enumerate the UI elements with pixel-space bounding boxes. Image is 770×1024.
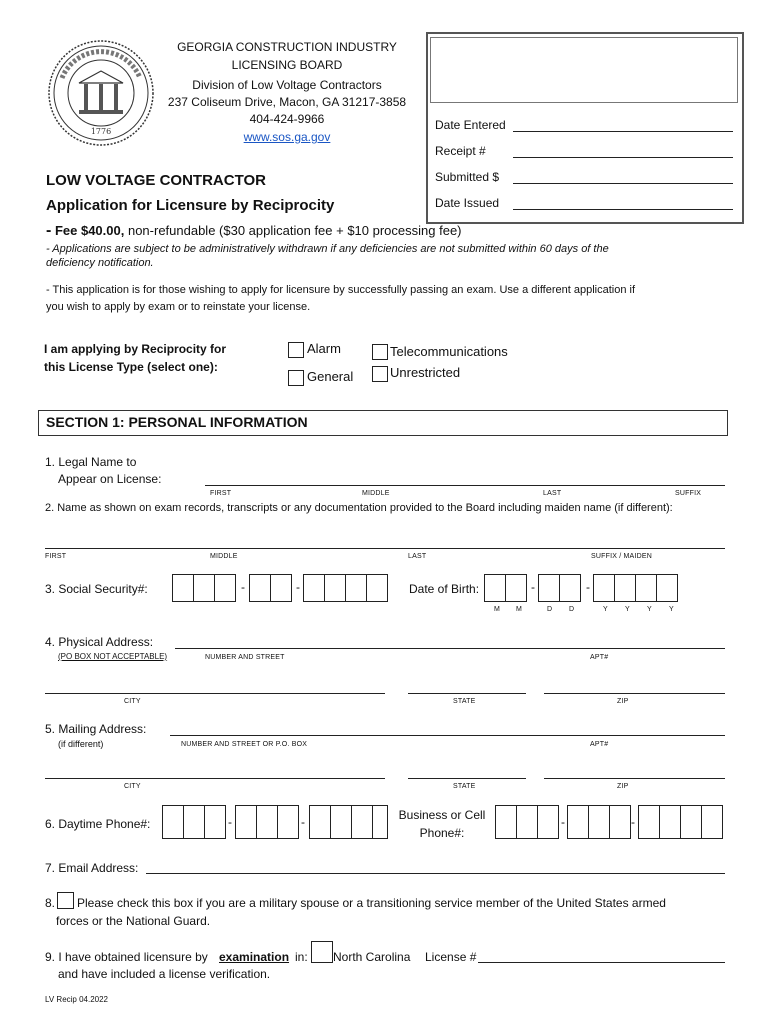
q9-text-2: and have included a license verification. (58, 967, 271, 981)
submitted-label: Submitted $ (435, 170, 500, 184)
physical-street-field[interactable] (175, 648, 725, 649)
q2-last-sub: LAST (408, 553, 427, 560)
q1-first-sub: FIRST (210, 490, 232, 497)
q9-state: North Carolina (333, 950, 411, 964)
alarm-label: Alarm (307, 341, 341, 356)
phone-digit[interactable] (235, 805, 257, 839)
dob-digit[interactable] (635, 574, 657, 602)
q3-label: 3. Social Security#: (45, 582, 148, 596)
dob-sub-y1: Y (603, 606, 608, 613)
ssn-separator: - (241, 580, 245, 594)
georgia-seal (46, 38, 156, 148)
phone-digit[interactable] (277, 805, 299, 839)
q9-text-pre: 9. I have obtained licensure by (45, 950, 208, 964)
dob-separator: - (531, 580, 535, 594)
unrestricted-label: Unrestricted (390, 365, 461, 380)
general-label: General (307, 369, 354, 384)
division-name: Division of Low Voltage Contractors (192, 78, 382, 92)
q4-city-sub: CITY (124, 698, 141, 705)
unrestricted-checkbox[interactable] (372, 366, 388, 382)
dob-digit[interactable] (505, 574, 527, 602)
phone-digit[interactable] (638, 805, 660, 839)
dob-digit[interactable] (593, 574, 615, 602)
mailing-state-field[interactable] (408, 778, 526, 779)
date-issued-label: Date Issued (435, 196, 500, 210)
dob-sub-y3: Y (647, 606, 652, 613)
q4-label: 4. Physical Address: (45, 635, 154, 649)
office-stamp-area (430, 37, 738, 103)
q5-note: (if different) (58, 739, 104, 749)
q5-state-sub: STATE (453, 783, 476, 790)
q9-license-label: License # (425, 950, 477, 964)
q4-street-sub: NUMBER AND STREET (205, 654, 285, 661)
q2-suffix-sub: SUFFIX / MAIDEN (591, 553, 652, 560)
date-issued-line[interactable] (513, 209, 733, 210)
date-entered-line[interactable] (513, 131, 733, 132)
q1-label-2: Appear on License: (58, 472, 162, 486)
board-name-line2: LICENSING BOARD (231, 58, 343, 72)
dob-digit[interactable] (484, 574, 506, 602)
dob-sub-d1: D (547, 606, 553, 613)
withdraw-notice-1: - Applications are subject to be administratively withdrawn if any deficiencies are not submitted within 60 days of the (46, 243, 609, 255)
ssn-digit[interactable] (214, 574, 236, 602)
phone-digit[interactable] (680, 805, 702, 839)
business-phone-label-1: Business or Cell (398, 808, 486, 822)
q8-text-2: forces or the National Guard. (56, 914, 211, 928)
alarm-checkbox[interactable] (288, 342, 304, 358)
phone-digit[interactable] (495, 805, 517, 839)
physical-city-field[interactable] (45, 693, 385, 694)
phone-digit[interactable] (204, 805, 226, 839)
mailing-street-field[interactable] (170, 735, 725, 736)
dob-sub-m1: M (494, 606, 501, 613)
military-checkbox[interactable] (57, 892, 74, 909)
q5-label: 5. Mailing Address: (45, 722, 147, 736)
ssn-digit[interactable] (366, 574, 388, 602)
board-name-line1: GEORGIA CONSTRUCTION INDUSTRY (177, 40, 397, 54)
form-subtitle: Application for Licensure by Reciprocity (46, 197, 335, 214)
q9-in: in: (295, 950, 308, 964)
license-type-label-1: I am applying by Reciprocity for (44, 342, 227, 356)
north-carolina-checkbox[interactable] (311, 941, 333, 963)
license-number-field[interactable] (478, 962, 725, 963)
fee-line (46, 222, 462, 240)
fee-amount: Fee $40.00, (54, 223, 125, 238)
q1-label-1: 1. Legal Name to (45, 455, 137, 469)
phone-separator: - (228, 815, 232, 829)
phone-digit[interactable] (516, 805, 538, 839)
phone-digit[interactable] (588, 805, 610, 839)
q4-state-sub: STATE (453, 698, 476, 705)
ssn-separator: - (296, 580, 300, 594)
board-phone: 404-424-9966 (249, 112, 325, 126)
q7-label: 7. Email Address: (45, 861, 139, 875)
physical-zip-field[interactable] (544, 693, 725, 694)
license-type-label-2: this License Type (select one): (44, 360, 218, 374)
form-title: LOW VOLTAGE CONTRACTOR (46, 172, 266, 189)
dob-label: Date of Birth: (409, 582, 480, 596)
q9-examination: examination (219, 950, 290, 964)
ssn-digit[interactable] (193, 574, 215, 602)
physical-state-field[interactable] (408, 693, 526, 694)
dob-sub-y4: Y (669, 606, 674, 613)
date-entered-label: Date Entered (435, 118, 506, 132)
purpose-notice-1: - This application is for those wishing to apply for licensure by successfully passing an exam. Use a different application if (46, 284, 636, 296)
dob-digit[interactable] (538, 574, 560, 602)
ssn-digit[interactable] (324, 574, 346, 602)
phone-digit[interactable] (609, 805, 631, 839)
exam-name-field[interactable] (45, 548, 725, 549)
q4-apt-sub: APT# (590, 654, 609, 661)
dob-separator: - (586, 580, 590, 594)
telecommunications-label: Telecommunications (390, 344, 508, 359)
mailing-city-field[interactable] (45, 778, 385, 779)
q2-first-sub: FIRST (45, 553, 67, 560)
website-link[interactable]: www.sos.ga.gov (243, 130, 331, 144)
ssn-digit[interactable] (249, 574, 271, 602)
withdraw-notice-2: deficiency notification. (46, 257, 154, 269)
phone-digit[interactable] (701, 805, 723, 839)
phone-digit[interactable] (659, 805, 681, 839)
purpose-notice-2: you wish to apply by exam or to reinstate your license. (46, 301, 311, 313)
phone-separator: - (301, 815, 305, 829)
phone-separator: - (631, 815, 635, 829)
phone-digit[interactable] (162, 805, 184, 839)
q8-number: 8. (45, 896, 56, 910)
q5-zip-sub: ZIP (617, 783, 629, 790)
phone-separator: - (561, 815, 565, 829)
q2-middle-sub: MIDDLE (210, 553, 238, 560)
ssn-digit[interactable] (303, 574, 325, 602)
dob-sub-d2: D (569, 606, 575, 613)
dob-sub-m2: M (516, 606, 523, 613)
email-field[interactable] (146, 873, 725, 874)
fee-detail: non-refundable ($30 application fee + $10 processing fee) (127, 223, 462, 238)
dob-digit[interactable] (614, 574, 636, 602)
legal-name-field[interactable] (205, 485, 725, 486)
q1-last-sub: LAST (543, 490, 562, 497)
q1-middle-sub: MIDDLE (362, 490, 390, 497)
phone-digit[interactable] (309, 805, 331, 839)
ssn-digit[interactable] (345, 574, 367, 602)
ssn-digit[interactable] (172, 574, 194, 602)
q1-suffix-sub: SUFFIX (675, 490, 702, 497)
q5-street-sub: NUMBER AND STREET OR P.O. BOX (181, 741, 308, 748)
business-phone-label-2: Phone#: (419, 826, 465, 840)
phone-digit[interactable] (256, 805, 278, 839)
receipt-label: Receipt # (435, 144, 486, 158)
phone-digit[interactable] (183, 805, 205, 839)
receipt-line[interactable] (513, 157, 733, 158)
dob-sub-y2: Y (625, 606, 630, 613)
fee-dash: - (46, 222, 52, 239)
q2-label: 2. Name as shown on exam records, transcripts or any documentation provided to the Board including maiden name (if different): (45, 502, 673, 514)
q4-note: (PO BOX NOT ACCEPTABLE) (58, 652, 168, 661)
q5-city-sub: CITY (124, 783, 141, 790)
q5-apt-sub: APT# (590, 741, 609, 748)
general-checkbox[interactable] (288, 370, 304, 386)
phone-digit[interactable] (537, 805, 559, 839)
mailing-zip-field[interactable] (544, 778, 725, 779)
dob-digit[interactable] (559, 574, 581, 602)
board-address: 237 Coliseum Drive, Macon, GA 31217-3858 (167, 95, 407, 109)
phone-digit[interactable] (372, 805, 388, 839)
q6-label: 6. Daytime Phone#: (45, 817, 151, 831)
phone-digit[interactable] (567, 805, 589, 839)
ssn-digit[interactable] (270, 574, 292, 602)
telecommunications-checkbox[interactable] (372, 344, 388, 360)
phone-digit[interactable] (330, 805, 352, 839)
q8-text-1: Please check this box if you are a military spouse or a transitioning service member of the United States armed (77, 896, 666, 910)
dob-digit[interactable] (656, 574, 678, 602)
submitted-line[interactable] (513, 183, 733, 184)
svg-text:1776: 1776 (90, 127, 112, 136)
form-code: LV Recip 04.2022 (45, 995, 109, 1004)
section1-title: SECTION 1: PERSONAL INFORMATION (46, 414, 308, 430)
phone-digit[interactable] (351, 805, 373, 839)
q4-zip-sub: ZIP (617, 698, 629, 705)
